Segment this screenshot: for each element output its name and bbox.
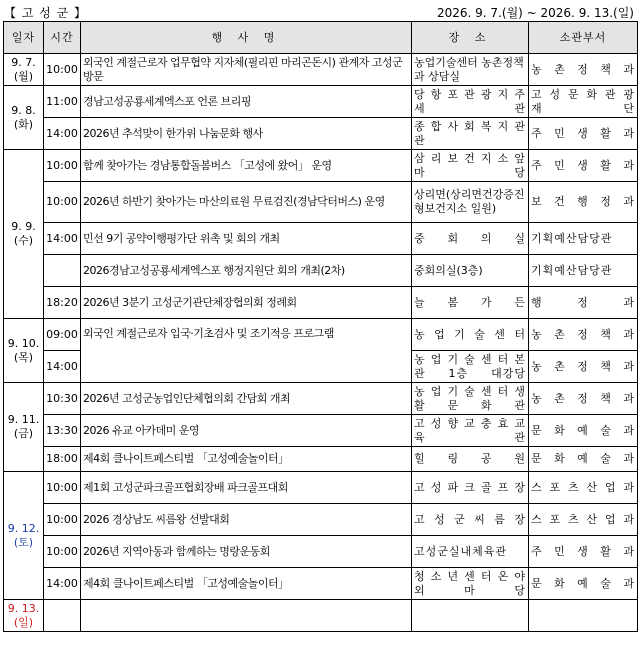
- dept-cell: 농 촌 정 책 과: [529, 319, 638, 351]
- event-cell: 2026 경상남도 씨름왕 선발대회: [81, 504, 412, 536]
- dept-cell: 보 건 행 정 과: [529, 182, 638, 223]
- place-cell: 고 성 군 씨 름 장: [412, 504, 529, 536]
- place-cell: 고 성 향 교 충 효 교 육 관: [412, 415, 529, 447]
- table-row: [4, 150, 638, 182]
- event-cell: 2026경남고성공룡세계엑스포 행정지원단 회의 개최(2차): [81, 255, 412, 287]
- time-cell: 09:00: [44, 319, 81, 351]
- dept-cell: 문 화 예 술 과: [529, 447, 638, 472]
- day-cell: 9. 13. (일): [4, 600, 44, 632]
- place-cell: 늘 봄 가 든: [412, 287, 529, 319]
- place-cell: 힐 링 공 원: [412, 447, 529, 472]
- col-dept-header: 소관부서: [529, 22, 638, 54]
- table-row: [4, 383, 638, 415]
- place-cell: 고성군실내체육관: [412, 536, 529, 568]
- dept-cell: 행 정 과: [529, 287, 638, 319]
- time-cell: 18:20: [44, 287, 81, 319]
- event-cell: 경남고성공룡세계엑스포 언론 브리핑: [81, 86, 412, 118]
- time-cell: 14:00: [44, 568, 81, 600]
- dept-cell: 주 민 생 활 과: [529, 150, 638, 182]
- event-cell: 함께 찾아가는 경남통합돌봄버스 「고성에 왔어」 운영: [81, 150, 412, 182]
- time-cell: 10:00: [44, 150, 81, 182]
- time-cell: 14:00: [44, 351, 81, 383]
- col-place-header: 장 소: [412, 22, 529, 54]
- dept-cell: 문 화 예 술 과: [529, 415, 638, 447]
- event-cell: 외국인 계절근로자 입국·기초검사 및 조기적응 프로그램: [81, 319, 412, 383]
- table-row: [4, 415, 638, 447]
- dept-cell: 주 민 생 활 과: [529, 118, 638, 150]
- event-cell: 외국인 계절근로자 업무협약 지자체(필리핀 마리곤돈시) 관계자 고성군 방문: [81, 54, 412, 86]
- dept-cell: 농 촌 정 책 과: [529, 54, 638, 86]
- day-cell: 9. 8. (화): [4, 86, 44, 150]
- schedule-table: [3, 21, 638, 632]
- table-row: [4, 86, 638, 118]
- place-cell: 상리면(상리면건강증진형보건지소 일원): [412, 182, 529, 223]
- dept-cell: 고 성 문 화 관 광 재 단: [529, 86, 638, 118]
- dept-cell: 주 민 생 활 과: [529, 536, 638, 568]
- dept-cell: 농 촌 정 책 과: [529, 383, 638, 415]
- table-row: [4, 54, 638, 86]
- event-cell: [81, 600, 412, 632]
- time-cell: 14:00: [44, 118, 81, 150]
- date-range: 2026. 9. 7.(월) ~ 2026. 9. 13.(일): [437, 6, 634, 20]
- event-cell: 2026년 고성군농업인단체협의회 간담회 개최: [81, 383, 412, 415]
- event-cell: 제4회 클나이트페스티벌 「고성예술놀이터」: [81, 447, 412, 472]
- time-cell: 10:00: [44, 504, 81, 536]
- time-cell: 10:30: [44, 383, 81, 415]
- col-date-header: 일자: [4, 22, 44, 54]
- event-cell: 2026년 지역아동과 함께하는 명랑운동회: [81, 536, 412, 568]
- col-time-header: 시간: [44, 22, 81, 54]
- event-cell: 2026 유교 아카데미 운영: [81, 415, 412, 447]
- event-cell: 제1회 고성군파크골프협회장배 파크골프대회: [81, 472, 412, 504]
- place-cell: 당 항 포 관 광 지 주 세 관: [412, 86, 529, 118]
- dept-cell: 스 포 츠 산 업 과: [529, 472, 638, 504]
- day-cell: 9. 10. (목): [4, 319, 44, 383]
- organization-title: 【 고 성 군 】: [4, 6, 88, 20]
- place-cell: 삼 리 보 건 지 소 앞 마 당: [412, 150, 529, 182]
- place-cell: 농 업 기 술 센 터 생 활 문 화 관: [412, 383, 529, 415]
- event-cell: 2026년 하반기 찾아가는 마산의료원 무료검진(경남닥터버스) 운영: [81, 182, 412, 223]
- place-cell: 종 합 사 회 복 지 관 관: [412, 118, 529, 150]
- time-cell: 10:00: [44, 54, 81, 86]
- time-cell: [44, 255, 81, 287]
- dept-cell: 스 포 츠 산 업 과: [529, 504, 638, 536]
- time-cell: 14:00: [44, 223, 81, 255]
- time-cell: 10:00: [44, 536, 81, 568]
- dept-cell: 기획예산담당관: [529, 255, 638, 287]
- table-row: [4, 118, 638, 150]
- day-cell: 9. 9. (수): [4, 150, 44, 319]
- time-cell: 10:00: [44, 182, 81, 223]
- dept-cell: 기획예산담당관: [529, 223, 638, 255]
- table-row: [4, 447, 638, 472]
- place-cell: 중회의실(3층): [412, 255, 529, 287]
- place-cell: 청 소 년 센 터 온 야 외 마 당: [412, 568, 529, 600]
- place-cell: 농 업 기 술 센 터 본관 1층 대강당: [412, 351, 529, 383]
- place-cell: 중 회 의 실: [412, 223, 529, 255]
- dept-cell: 문 화 예 술 과: [529, 568, 638, 600]
- place-cell: 고 성 파 크 골 프 장: [412, 472, 529, 504]
- dept-cell: [529, 600, 638, 632]
- time-cell: 18:00: [44, 447, 81, 472]
- event-cell: 2026년 3분기 고성군기관단체장협의회 정례회: [81, 287, 412, 319]
- time-cell: 11:00: [44, 86, 81, 118]
- table-row: [4, 600, 638, 632]
- table-row: [4, 182, 638, 223]
- table-header-row: [4, 22, 638, 54]
- event-cell: 제4회 클나이트페스티벌 「고성예술놀이터」: [81, 568, 412, 600]
- table-row: [4, 536, 638, 568]
- event-cell: 민선 9기 공약이행평가단 위촉 및 회의 개최: [81, 223, 412, 255]
- dept-cell: 농 촌 정 책 과: [529, 351, 638, 383]
- place-cell: [412, 600, 529, 632]
- day-cell: 9. 12. (토): [4, 472, 44, 600]
- time-cell: 10:00: [44, 472, 81, 504]
- day-cell: 9. 11. (금): [4, 383, 44, 472]
- time-cell: 13:30: [44, 415, 81, 447]
- table-row: [4, 287, 638, 319]
- table-row: [4, 255, 638, 287]
- event-cell: 2026년 추석맞이 한가위 나눔문화 행사: [81, 118, 412, 150]
- place-cell: 농업기술센터 농촌정책과 상담실: [412, 54, 529, 86]
- table-row: [4, 472, 638, 504]
- table-row: [4, 319, 638, 351]
- document-header: [0, 4, 640, 20]
- table-row: [4, 223, 638, 255]
- place-cell: 농 업 기 술 센 터: [412, 319, 529, 351]
- table-row: [4, 568, 638, 600]
- table-row: [4, 504, 638, 536]
- col-event-header: 행 사 명: [81, 22, 412, 54]
- time-cell: [44, 600, 81, 632]
- day-cell: 9. 7. (월): [4, 54, 44, 86]
